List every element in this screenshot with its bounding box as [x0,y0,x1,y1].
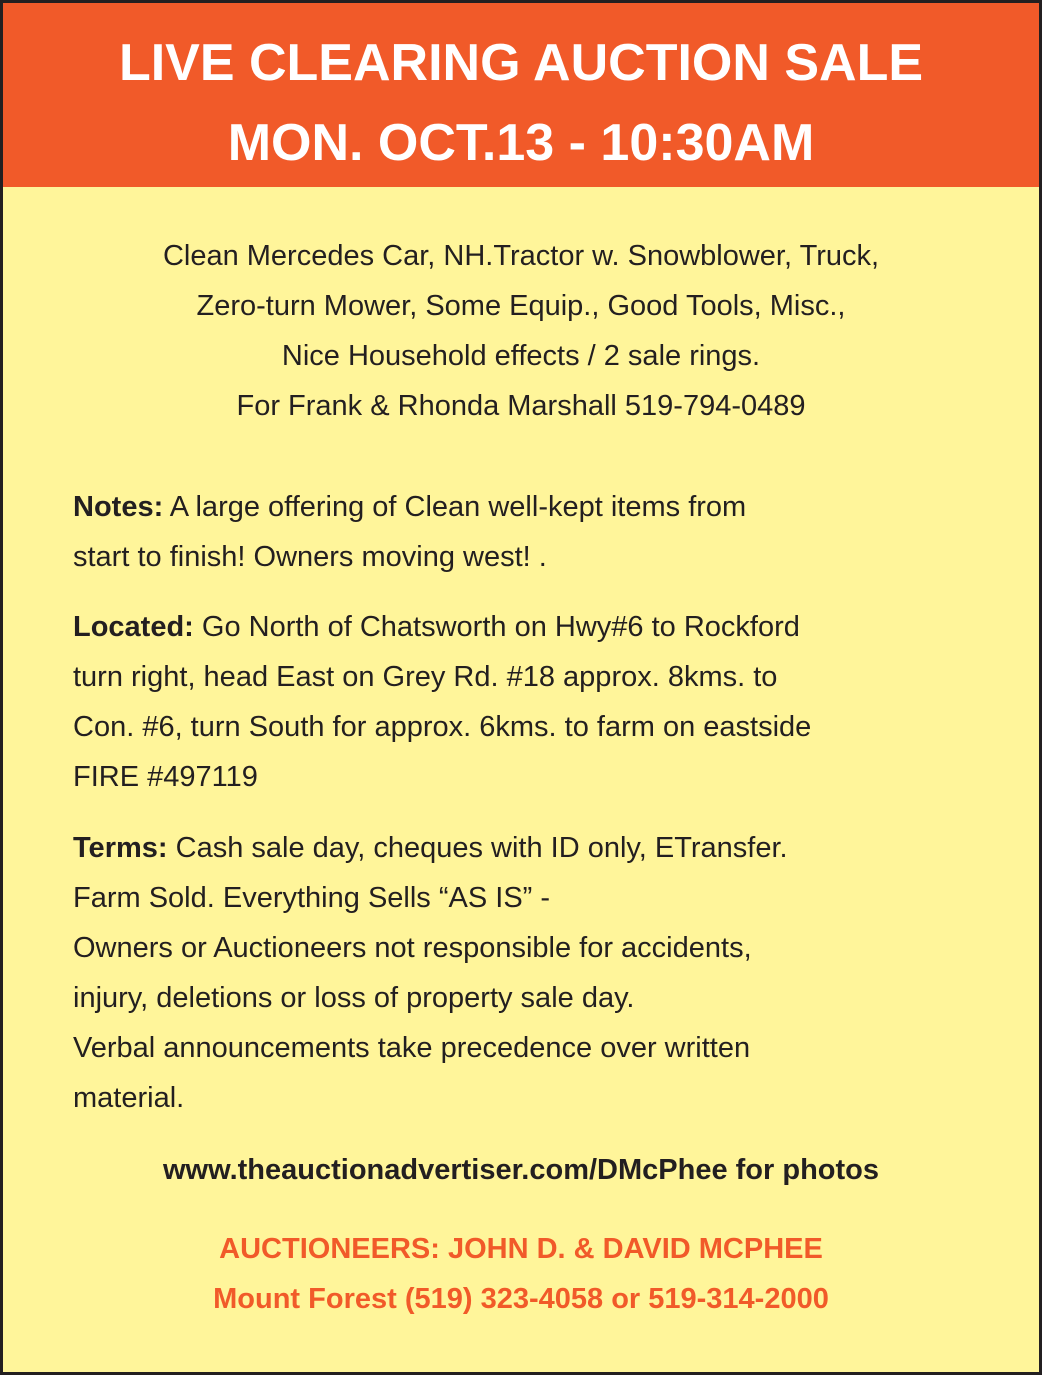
summary-line: Zero-turn Mower, Some Equip., Good Tools, Misc., [196,290,846,322]
terms-text: Cash sale day, cheques with ID only, ETransfer. [167,832,788,864]
summary-line: Clean Mercedes Car, NH.Tractor w. Snowblower, Truck, [162,240,880,272]
notes-line: start to finish! Owners moving west! . [73,541,547,573]
terms-section [73,823,973,1123]
terms-line: Farm Sold. Everything Sells “AS IS” - [73,882,551,914]
ad-title: LIVE CLEARING AUCTION SALE [118,34,924,92]
notes-line [73,482,973,532]
located-label: Located: [73,611,194,643]
terms-line: injury, deletions or loss of property sale day. [73,982,635,1014]
notes-section [73,482,973,582]
ad-header-banner [3,3,1039,187]
fire-number: FIRE #497119 [73,761,258,793]
terms-line: Owners or Auctioneers not responsible for accidents, [73,932,752,964]
located-line: turn right, head East on Grey Rd. #18 approx. 8kms. to [73,661,778,693]
terms-line: material. [73,1082,185,1114]
notes-label: Notes: [73,491,164,523]
sale-date-time: MON. OCT.13 - 10:30AM [227,114,815,172]
terms-label: Terms: [73,832,168,864]
auctioneers-phone: Mount Forest (519) 323-4058 or 519-314-2000 [213,1283,829,1315]
located-text: Go North of Chatsworth on Hwy#6 to Rockford [193,611,800,643]
auctioneers-names: AUCTIONEERS: JOHN D. & DAVID MCPHEE [219,1233,823,1265]
notes-text: A large offering of Clean well-kept items from [163,491,747,523]
seller-contact: For Frank & Rhonda Marshall 519-794-0489 [236,390,806,422]
photos-website-link[interactable]: www.theauctionadvertiser.com/DMcPhee for photos [162,1154,879,1186]
summary-line: Nice Household effects / 2 sale rings. [281,340,761,372]
auctioneers-block [3,1224,1039,1324]
located-line: Con. #6, turn South for approx. 6kms. to farm on eastside [73,711,812,743]
terms-line: Verbal announcements take precedence over written [73,1032,751,1064]
located-line [73,602,973,652]
located-section [73,602,973,802]
items-summary [3,231,1039,431]
terms-line [73,823,973,873]
